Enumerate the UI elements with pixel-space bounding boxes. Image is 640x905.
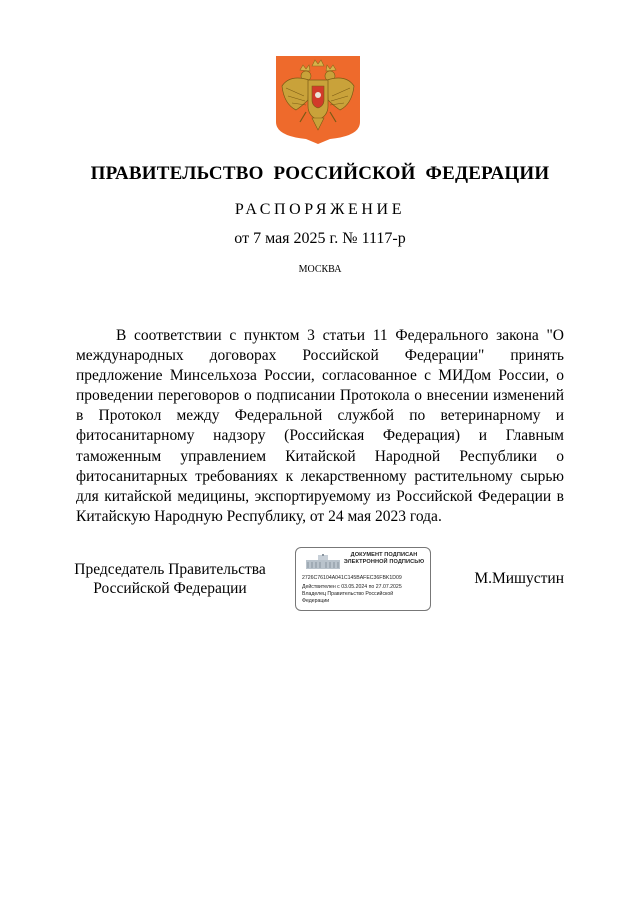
- stamp-title-line2: ЭЛЕКТРОННОЙ ПОДПИСЬЮ: [343, 559, 425, 565]
- order-text: В соответствии с пунктом 3 статьи 11 Федерального закона "О международных договорах Российской Федерации" принять предложение Минсельхоза России, согласованное с МИДом России, о проведении переговоров о подписании Протокола о внесении изменений в Протокол между Федеральной службой по ветеринарному и фитосанитарному надзору (Российская Федерация) и Главным таможенным управлением Китайской Народной Республики о фитосанитарных требованиях к лекарственному растительному сырью для китайской медицины, экспортируемому из Российской Федерации в Китайскую Народную Республику, от 24 мая 2023 года.: [76, 327, 564, 525]
- government-building-icon: [304, 554, 342, 570]
- stamp-title-line1: ДОКУМЕНТ ПОДПИСАН: [350, 552, 418, 558]
- stamp-title: [338, 552, 430, 566]
- stamp-serial: 2726C76104A041C145BAFEC36FBK1D09: [302, 575, 402, 581]
- document-date: от 7 мая 2025 г. № 1117-р: [234, 230, 406, 247]
- document-city: МОСКВА: [298, 264, 342, 275]
- signer-name: М.Мишустин: [474, 570, 564, 587]
- signer-position: [70, 560, 270, 598]
- signer-position-line1: Председатель Правительства: [74, 561, 266, 578]
- stamp-owner-line2: Федерации: [302, 598, 330, 604]
- stamp-owner-line1: Владелец Правительство Российской: [302, 591, 394, 597]
- coat-of-arms-icon: [276, 56, 360, 144]
- document-type: РАСПОРЯЖЕНИЕ: [234, 201, 406, 218]
- electronic-signature-stamp: [295, 547, 431, 611]
- government-title: ПРАВИТЕЛЬСТВО РОССИЙСКОЙ ФЕДЕРАЦИИ: [90, 163, 550, 184]
- stamp-validity: Действителен с 03.05.2024 по 27.07.2025: [302, 584, 402, 590]
- signer-position-line2: Российской Федерации: [93, 580, 247, 597]
